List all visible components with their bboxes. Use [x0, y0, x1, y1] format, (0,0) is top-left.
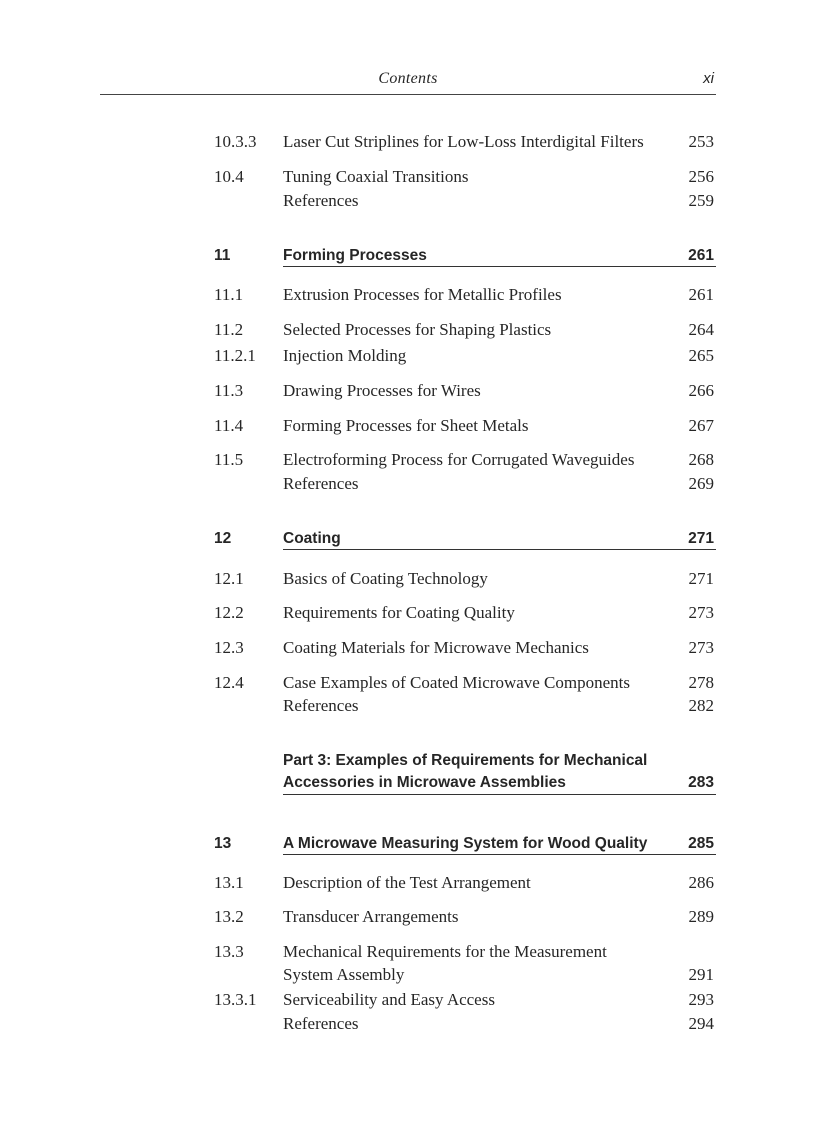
entry-number: 11.1: [214, 285, 244, 304]
entry-title: Extrusion Processes for Metallic Profiles: [283, 285, 562, 304]
entry-number: 11.2: [214, 320, 244, 339]
entry-page: 267: [688, 416, 714, 435]
chapter-number: 11: [214, 247, 231, 264]
running-title: Contents: [378, 70, 438, 87]
entry-title: Selected Processes for Shaping Plastics: [283, 320, 552, 339]
entry-number: 13.1: [214, 873, 244, 892]
entry-page: 273: [688, 638, 714, 657]
part-page: 283: [688, 774, 714, 791]
entry-page: 269: [688, 474, 714, 493]
entry-number: 10.4: [214, 167, 244, 186]
chapter-title: Forming Processes: [283, 247, 427, 264]
chapter-number: 13: [214, 835, 232, 852]
chapter-heading-12: [214, 527, 716, 550]
entry-title: References: [283, 474, 359, 493]
entry-page: 266: [688, 381, 714, 400]
part-heading-3: [283, 749, 716, 795]
entry-number: 11.5: [214, 450, 244, 469]
chapter-underline: [283, 266, 716, 267]
entry-title: Injection Molding: [283, 346, 407, 365]
entry-page: 293: [688, 990, 714, 1009]
entry-page: 271: [688, 569, 714, 588]
entry-page: 265: [688, 346, 714, 365]
entry-page: 264: [688, 320, 714, 339]
entry-title: Transducer Arrangements: [283, 907, 459, 926]
entry-number: 13.3.1: [214, 990, 257, 1009]
part-title-line2: Accessories in Microwave Assemblies: [283, 774, 566, 791]
entry-page: 282: [688, 696, 714, 715]
entry-title: Basics of Coating Technology: [283, 569, 488, 588]
entry-number: 13.3: [214, 942, 244, 961]
entry-page: 259: [688, 191, 714, 210]
entry-page: 273: [688, 603, 714, 622]
chapter-heading-11: [214, 244, 716, 267]
part-title-line1: Part 3: Examples of Requirements for Mechanical: [283, 752, 648, 769]
chapter-page: 271: [688, 530, 714, 547]
part-underline: [283, 794, 716, 795]
entry-title: Requirements for Coating Quality: [283, 603, 515, 622]
entry-page: 256: [688, 167, 714, 186]
page-folio: xi: [703, 70, 714, 87]
chapter-page: 285: [688, 835, 714, 852]
entry-number: 12.3: [214, 638, 244, 657]
entry-title: Serviceability and Easy Access: [283, 990, 495, 1009]
chapter-underline: [283, 549, 716, 550]
entry-page: 291: [688, 965, 714, 984]
chapter-underline: [283, 854, 716, 855]
entry-title: Description of the Test Arrangement: [283, 873, 531, 892]
entry-title: Electroforming Process for Corrugated Waveguides: [283, 450, 635, 469]
entry-page: 261: [688, 285, 714, 304]
chapter-number: 12: [214, 530, 232, 547]
entry-number: 11.2.1: [214, 346, 256, 365]
entry-number: 10.3.3: [214, 132, 257, 151]
running-header: [100, 68, 716, 95]
entry-number: 12.2: [214, 603, 244, 622]
chapter-title: A Microwave Measuring System for Wood Quality: [283, 835, 648, 852]
entry-title: Laser Cut Striplines for Low-Loss Interdigital Filters: [283, 132, 644, 151]
entry-number: 11.4: [214, 416, 244, 435]
entry-title: References: [283, 1014, 359, 1033]
entry-page: 289: [688, 907, 714, 926]
entry-page: 286: [688, 873, 714, 892]
entry-page: 253: [688, 132, 714, 151]
entry-title: References: [283, 696, 359, 715]
entry-page: 278: [688, 673, 714, 692]
entry-title-line2: System Assembly: [283, 965, 405, 984]
entry-title: Tuning Coaxial Transitions: [283, 167, 469, 186]
chapter-page: 261: [688, 247, 714, 264]
entry-title: Case Examples of Coated Microwave Components: [283, 673, 631, 692]
entry-number: 13.2: [214, 907, 244, 926]
entry-number: 12.4: [214, 673, 244, 692]
entry-number: 11.3: [214, 381, 244, 400]
entry-page: 294: [688, 1014, 714, 1033]
chapter-heading-13: [214, 832, 716, 855]
entry-page: 268: [688, 450, 714, 469]
toc-entry: [214, 940, 716, 986]
chapter-title: Coating: [283, 530, 341, 547]
entry-title: Forming Processes for Sheet Metals: [283, 416, 529, 435]
entry-title: Mechanical Requirements for the Measurement: [283, 942, 607, 961]
entry-number: 12.1: [214, 569, 244, 588]
entry-title: Coating Materials for Microwave Mechanics: [283, 638, 589, 657]
entry-title: Drawing Processes for Wires: [283, 381, 481, 400]
entry-title: References: [283, 191, 359, 210]
